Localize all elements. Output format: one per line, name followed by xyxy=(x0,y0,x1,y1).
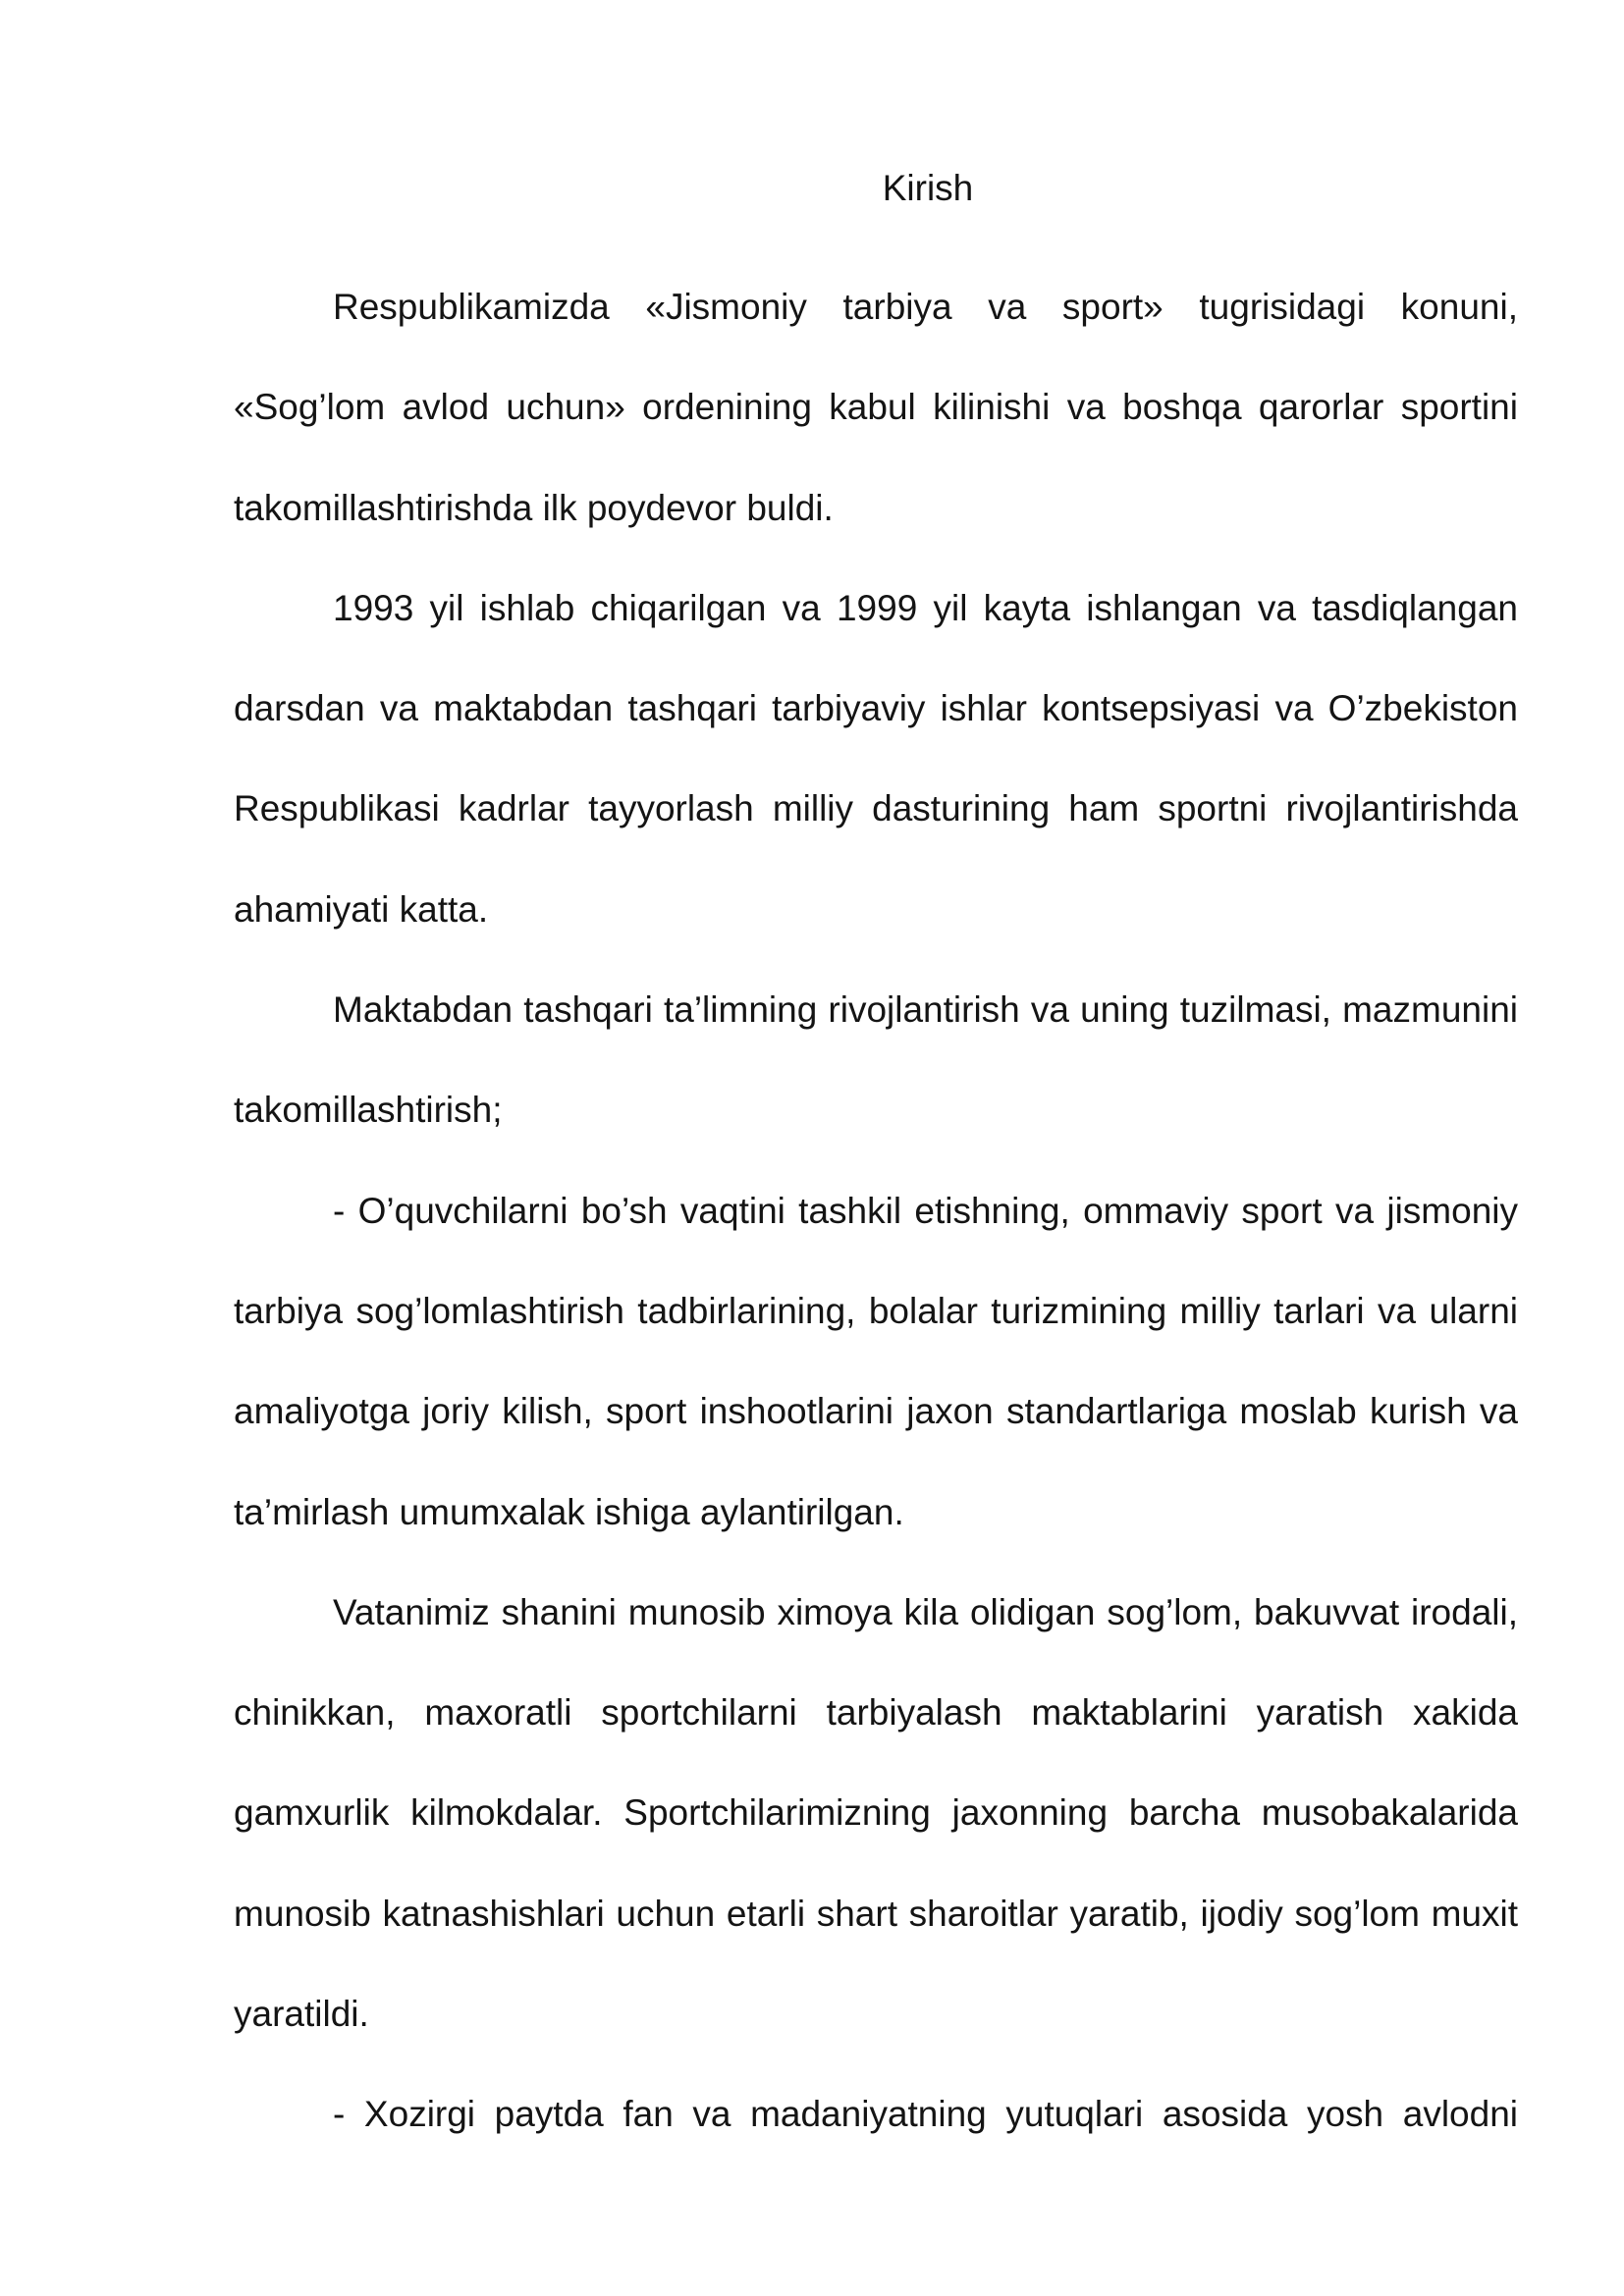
paragraph-1: Respublikamizda «Jismoniy tarbiya va sport» tugrisidagi konuni, «Sog’lom avlod uchun» ordenining kabul kilinishi va boshqa qarorlar sportini takomillashtirishda ilk poydevor buldi. xyxy=(234,287,1518,528)
paragraph-2: 1993 yil ishlab chiqarilgan va 1999 yil kayta ishlangan va tasdiqlangan darsdan va maktabdan tashqari tarbiyaviy ishlar kontsepsiyasi va O’zbekiston Respublikasi kadrlar tayyorlash milliy dasturining ham sportni rivojlantirishda ahamiyati katta. xyxy=(234,587,1518,930)
paragraph-6: - Xozirgi paytda fan va madaniyatning yutuqlari asosida yosh avlodni xyxy=(333,2094,1518,2135)
paragraph-5: Vatanimiz shanini munosib ximoya kila olidigan sog’lom, bakuvvat irodali, chinikkan, maxoratli sportchilarni tarbiyalash maktablarini yaratish xakida gamxurlik kilmokdalar. Sportchilarimizning jaxonning barcha musobakalarida munosib katnashishlari uchun etarli shart sharoitlar yaratib, ijodiy sog’lom muxit yaratildi. xyxy=(234,1591,1518,2035)
document-body xyxy=(234,257,1518,2165)
paragraph-4: - O’quvchilarni bo’sh vaqtini tashkil etishning, ommaviy sport va jismoniy tarbiya sog’lomlashtirish tadbirlarining, bolalar turizmining milliy tarlari va ularni amaliyotga joriy kilish, sport inshootlarini jaxon standartlariga moslab kurish va ta’mirlash umumxalak ishiga aylantirilgan. xyxy=(234,1190,1518,1532)
paragraph-3: Maktabdan tashqari ta’limning rivojlantirish va uning tuzilmasi, mazmunini takomillashtirish; xyxy=(234,989,1518,1131)
page-title: Kirish xyxy=(882,168,974,208)
